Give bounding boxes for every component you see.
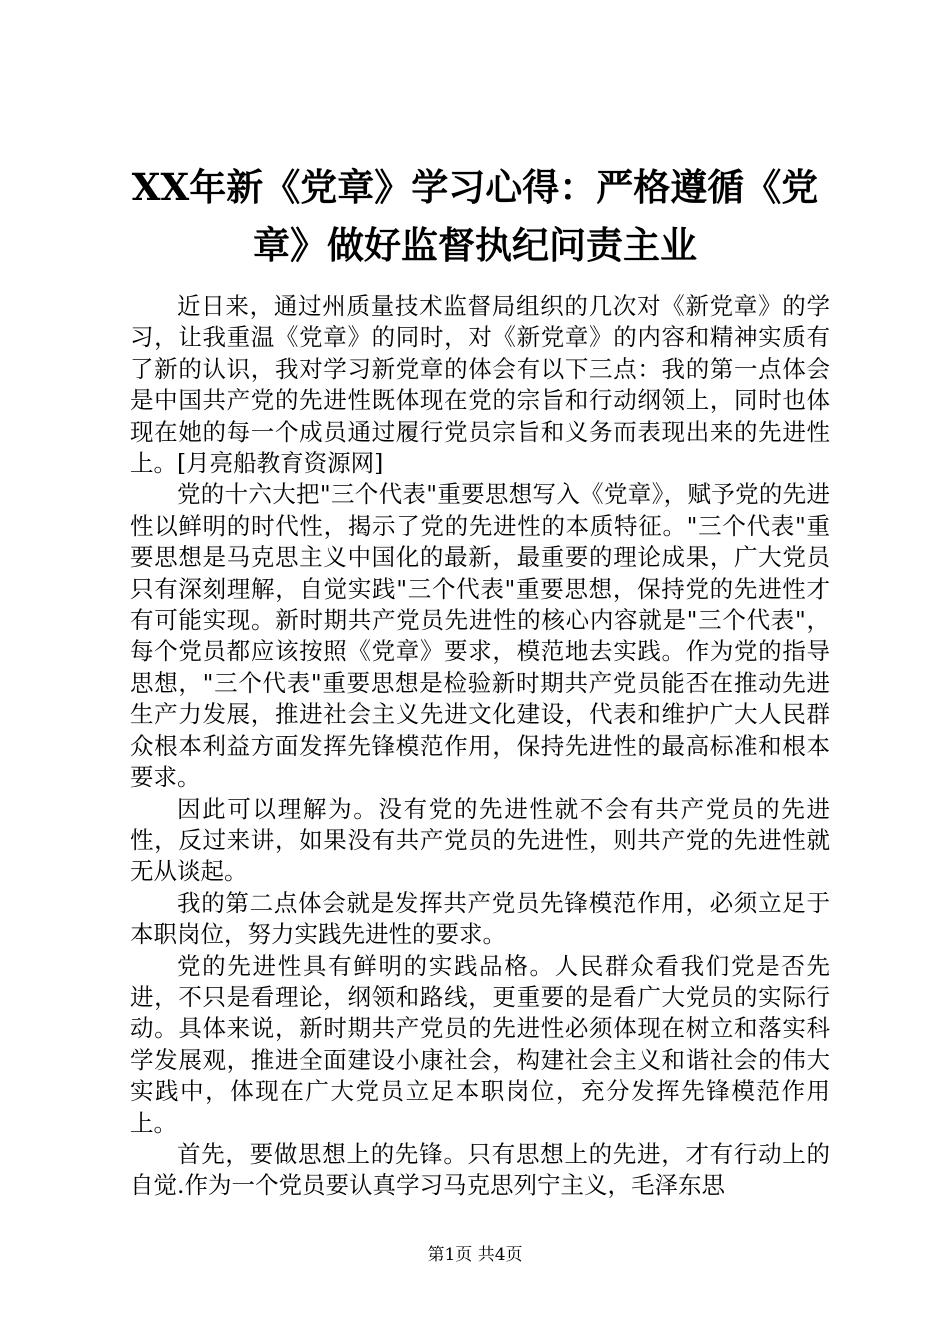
- page-footer: 第1页 共4页: [427, 1245, 523, 1265]
- paragraph: 近日来，通过州质量技术监督局组织的几次对《新党章》的学习，让我重温《党章》的同时，对《新党章》的内容和精神实质有了新的认识，我对学习新党章的体会有以下三点：我的第一点体会是中国共产党的先进性既体现在党的宗旨和行动纲领上，同时也体现在她的每一个成员通过履行党员宗旨和义务而表现出来的先进性上。[月亮船教育资源网]: [130, 292, 830, 478]
- document-title: XX年新《党章》学习心得：严格遵循《党章》做好监督执纪问责主业: [131, 165, 819, 267]
- paragraph: 我的第二点体会就是发挥共产党员先锋模范作用，必须立足于本职岗位，努力实践先进性的要求。: [130, 888, 830, 949]
- document-body: [130, 291, 830, 1202]
- paragraph: 首先，要做思想上的先锋。只有思想上的先进，才有行动上的自觉.作为一个党员要认真学习马克思列宁主义，毛泽东思: [130, 1139, 830, 1200]
- paragraph: 党的十六大把"三个代表"重要思想写入《党章》，赋予党的先进性以鲜明的时代性，揭示了党的先进性的本质特征。"三个代表"重要思想是马克思主义中国化的最新，最重要的理论成果，广大党员只有深刻理解，自觉实践"三个代表"重要思想，保持党的先进性才有可能实现。新时期共产党员先进性的核心内容就是"三个代表"，每个党员都应该按照《党章》要求，模范地去实践。作为党的指导思想，"三个代表"重要思想是检验新时期共产党员能否在推动先进生产力发展，推进社会主义先进文化建设，代表和维护广大人民群众根本利益方面发挥先锋模范作用，保持先进性的最高标准和根本要求。: [130, 480, 830, 792]
- paragraph: 党的先进性具有鲜明的实践品格。人民群众看我们党是否先进，不只是看理论，纲领和路线，更重要的是看广大党员的实际行动。具体来说，新时期共产党员的先进性必须体现在树立和落实科学发展观，推进全面建设小康社会，构建社会主义和谐社会的伟大实践中，体现在广大党员立足本职岗位，充分发挥先锋模范作用上。: [130, 951, 830, 1137]
- paragraph: 因此可以理解为。没有党的先进性就不会有共产党员的先进性，反过来讲，如果没有共产党员的先进性，则共产党的先进性就无从谈起。: [130, 794, 830, 886]
